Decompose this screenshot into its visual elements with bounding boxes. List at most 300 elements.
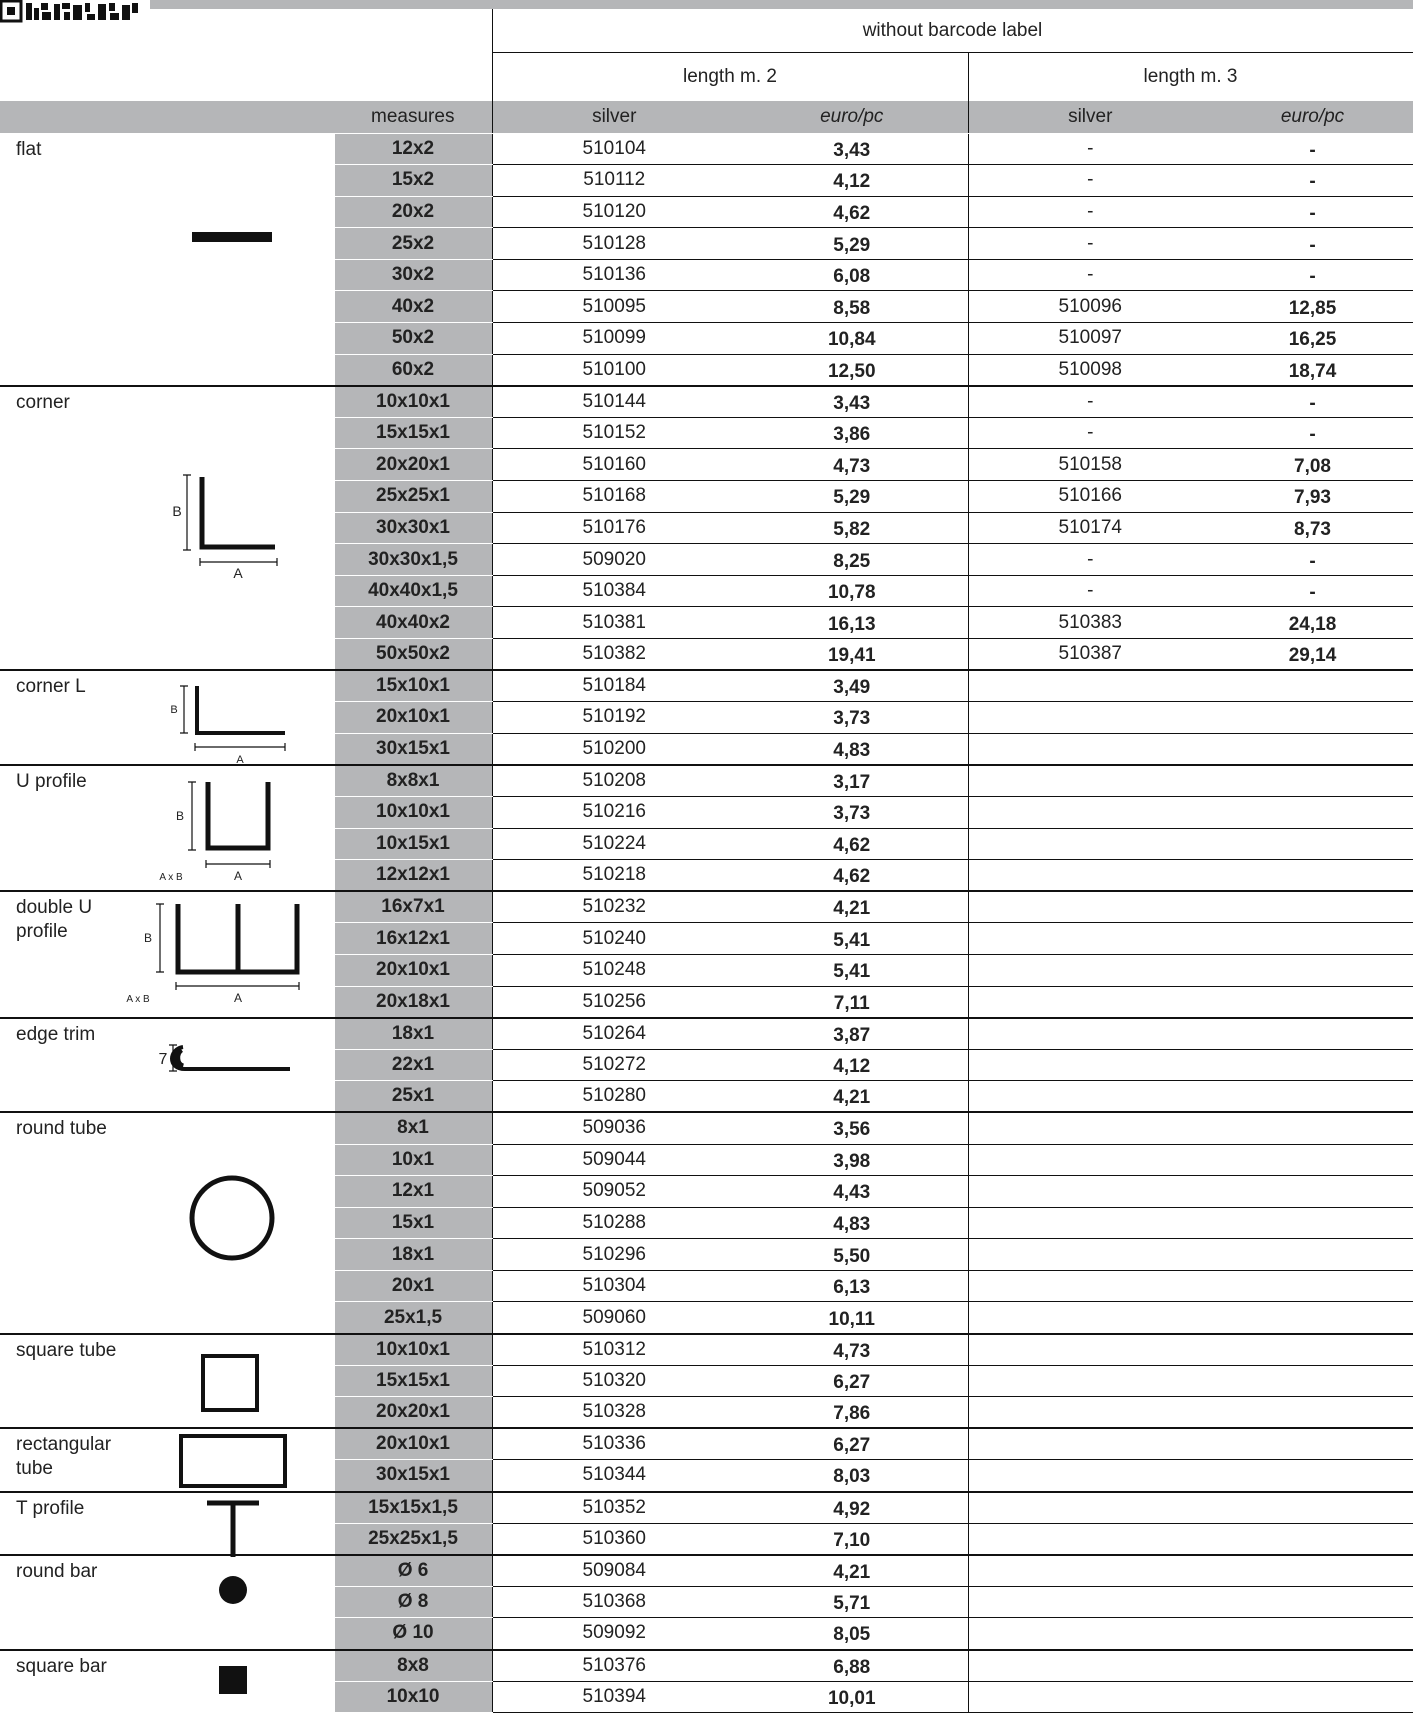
article-code-3m: 510174 (968, 512, 1212, 544)
price-3m (1212, 1049, 1413, 1081)
article-code-2m: 510160 (492, 449, 736, 481)
price-3m (1212, 1397, 1413, 1429)
price-3m (1212, 765, 1413, 797)
article-code-3m (968, 1081, 1212, 1113)
svg-text:A: A (236, 754, 244, 767)
article-code-3m (968, 1555, 1212, 1587)
price-3m: - (1212, 417, 1413, 449)
price-2m: 5,29 (736, 481, 968, 513)
double-u-profile-icon (118, 892, 308, 1008)
product-group-cell (0, 1428, 334, 1491)
article-code-2m: 510394 (492, 1681, 736, 1713)
column-header-row (0, 101, 1413, 133)
article-code-2m: 510104 (492, 133, 736, 165)
rectangular-tube-icon (178, 1433, 290, 1497)
measure-cell: 15x10x1 (334, 670, 492, 702)
measure-cell: 20x2 (334, 196, 492, 228)
product-group-cell (0, 1492, 334, 1555)
table-row (0, 1018, 1413, 1050)
price-2m: 5,82 (736, 512, 968, 544)
measure-cell: 60x2 (334, 354, 492, 386)
table-row (0, 133, 1413, 165)
price-2m: 10,11 (736, 1302, 968, 1334)
article-code-3m (968, 860, 1212, 892)
price-3m: - (1212, 228, 1413, 260)
article-code-3m: 510158 (968, 449, 1212, 481)
article-code-3m (968, 702, 1212, 734)
article-code-2m: 510312 (492, 1334, 736, 1366)
price-3m: 7,93 (1212, 481, 1413, 513)
article-code-2m: 510352 (492, 1492, 736, 1524)
price-3m (1212, 1650, 1413, 1682)
article-code-2m: 510100 (492, 354, 736, 386)
price-3m (1212, 1018, 1413, 1050)
article-code-3m (968, 891, 1212, 923)
article-code-2m: 510381 (492, 607, 736, 639)
col-silver-2: silver (492, 101, 736, 133)
article-code-2m: 510384 (492, 575, 736, 607)
round-bar-icon (217, 1574, 249, 1612)
price-3m (1212, 1239, 1413, 1271)
price-2m: 16,13 (736, 607, 968, 639)
measure-cell: 40x40x2 (334, 607, 492, 639)
article-code-3m (968, 1492, 1212, 1524)
price-3m (1212, 954, 1413, 986)
article-code-3m (968, 1397, 1212, 1429)
price-3m: 16,25 (1212, 323, 1413, 355)
article-code-2m: 510248 (492, 954, 736, 986)
article-code-2m: 510376 (492, 1650, 736, 1682)
price-2m: 3,98 (736, 1144, 968, 1176)
product-group-name: rectangular tube (16, 1434, 112, 1480)
article-code-3m: 510096 (968, 291, 1212, 323)
measure-cell: 15x1 (334, 1207, 492, 1239)
price-2m: 10,84 (736, 323, 968, 355)
article-code-3m (968, 670, 1212, 702)
article-code-3m: 510097 (968, 323, 1212, 355)
article-code-2m: 509036 (492, 1112, 736, 1144)
product-group-cell (0, 1555, 334, 1650)
price-2m: 7,11 (736, 986, 968, 1018)
article-code-3m (968, 1618, 1212, 1650)
table-row (0, 765, 1413, 797)
article-code-2m: 510144 (492, 386, 736, 418)
svg-text:A: A (233, 868, 243, 883)
price-2m: 5,50 (736, 1239, 968, 1271)
article-code-3m (968, 1365, 1212, 1397)
measure-cell: Ø 10 (334, 1618, 492, 1650)
measure-cell: 12x2 (334, 133, 492, 165)
price-2m: 4,21 (736, 1555, 968, 1587)
price-2m: 4,73 (736, 449, 968, 481)
product-group-name: corner (16, 391, 70, 413)
measure-cell: 50x2 (334, 323, 492, 355)
measure-cell: 40x40x1,5 (334, 575, 492, 607)
price-3m (1212, 1586, 1413, 1618)
price-3m (1212, 1618, 1413, 1650)
article-code-2m: 510095 (492, 291, 736, 323)
price-3m (1212, 891, 1413, 923)
price-3m: - (1212, 544, 1413, 576)
article-code-2m: 510168 (492, 481, 736, 513)
svg-text:B: B (175, 808, 185, 823)
price-2m: 3,17 (736, 765, 968, 797)
article-code-3m: - (968, 133, 1212, 165)
price-3m (1212, 1302, 1413, 1334)
price-3m (1212, 796, 1413, 828)
article-code-2m: 510240 (492, 923, 736, 955)
measure-cell: 10x10x1 (334, 1334, 492, 1366)
article-code-2m: 510152 (492, 417, 736, 449)
article-code-3m: - (968, 165, 1212, 197)
u-profile-icon (150, 776, 295, 892)
price-2m: 4,83 (736, 733, 968, 765)
price-3m (1212, 986, 1413, 1018)
col-measures: measures (334, 101, 492, 133)
article-code-3m (968, 1428, 1212, 1460)
product-group-name: round tube (16, 1118, 107, 1140)
article-code-2m: 510128 (492, 228, 736, 260)
price-2m: 10,78 (736, 575, 968, 607)
price-3m (1212, 733, 1413, 765)
price-2m: 3,86 (736, 417, 968, 449)
price-2m: 4,21 (736, 891, 968, 923)
measure-cell: 12x1 (334, 1176, 492, 1208)
article-code-3m (968, 1523, 1212, 1555)
product-group-cell (0, 891, 334, 1017)
article-code-2m: 510136 (492, 259, 736, 291)
price-3m (1212, 1112, 1413, 1144)
price-2m: 3,43 (736, 386, 968, 418)
article-code-3m: - (968, 228, 1212, 260)
measure-cell: 20x18x1 (334, 986, 492, 1018)
product-group-name: square bar (16, 1655, 107, 1677)
price-3m (1212, 923, 1413, 955)
product-group-name: T profile (16, 1497, 85, 1519)
article-code-3m (968, 1681, 1212, 1713)
measure-cell: 15x2 (334, 165, 492, 197)
article-code-2m: 509084 (492, 1555, 736, 1587)
svg-text:7: 7 (158, 1050, 168, 1068)
table-row (0, 1428, 1413, 1460)
price-2m: 19,41 (736, 639, 968, 671)
article-code-2m: 510200 (492, 733, 736, 765)
price-3m (1212, 1144, 1413, 1176)
price-2m: 3,73 (736, 702, 968, 734)
article-code-2m: 510218 (492, 860, 736, 892)
product-group-name: round bar (16, 1560, 98, 1582)
article-code-3m: 510166 (968, 481, 1212, 513)
article-code-3m: - (968, 386, 1212, 418)
article-code-2m: 510280 (492, 1081, 736, 1113)
product-group-name: double U profile (16, 897, 93, 943)
article-code-2m: 509020 (492, 544, 736, 576)
measure-cell: 8x8 (334, 1650, 492, 1682)
price-2m: 8,05 (736, 1618, 968, 1650)
svg-text:B: B (170, 704, 178, 717)
article-code-2m: 509060 (492, 1302, 736, 1334)
article-code-3m: - (968, 544, 1212, 576)
article-code-3m (968, 733, 1212, 765)
table-row (0, 670, 1413, 702)
price-3m: - (1212, 575, 1413, 607)
measure-cell: 15x15x1,5 (334, 1492, 492, 1524)
measure-cell: 20x10x1 (334, 954, 492, 986)
price-2m: 4,12 (736, 165, 968, 197)
article-code-2m: 510304 (492, 1270, 736, 1302)
measure-cell: 20x10x1 (334, 702, 492, 734)
measure-cell: 50x50x2 (334, 639, 492, 671)
round-tube-icon (187, 1173, 277, 1269)
product-group-cell (0, 670, 334, 765)
article-code-3m: - (968, 259, 1212, 291)
header-hline (492, 52, 1413, 53)
price-3m: - (1212, 386, 1413, 418)
price-2m: 5,41 (736, 954, 968, 986)
qr-code-icon (0, 0, 140, 22)
price-3m (1212, 1523, 1413, 1555)
article-code-3m (968, 1586, 1212, 1618)
measure-cell: 18x1 (334, 1018, 492, 1050)
measure-cell: 10x10 (334, 1681, 492, 1713)
svg-text:A: A (233, 564, 243, 581)
product-group-cell (0, 1650, 334, 1713)
article-code-2m: 510360 (492, 1523, 736, 1555)
price-2m: 3,87 (736, 1018, 968, 1050)
svg-text:A: A (233, 991, 243, 1006)
price-2m: 5,71 (736, 1586, 968, 1618)
measure-cell: 10x1 (334, 1144, 492, 1176)
logo-strip (0, 0, 140, 22)
article-code-3m (968, 1650, 1212, 1682)
price-2m: 4,12 (736, 1049, 968, 1081)
article-code-3m (968, 1460, 1212, 1492)
price-3m: 12,85 (1212, 291, 1413, 323)
measure-cell: 25x25x1 (334, 481, 492, 513)
header-length-3: length m. 3 (1143, 66, 1238, 87)
price-2m: 8,25 (736, 544, 968, 576)
article-code-2m: 510099 (492, 323, 736, 355)
price-2m: 7,10 (736, 1523, 968, 1555)
product-group-name: corner L (16, 676, 86, 698)
article-code-3m (968, 1049, 1212, 1081)
article-code-2m: 510272 (492, 1049, 736, 1081)
product-group-name: flat (16, 138, 42, 160)
measure-cell: 16x12x1 (334, 923, 492, 955)
flat-bar-icon (192, 229, 272, 251)
price-3m: 8,73 (1212, 512, 1413, 544)
price-2m: 8,03 (736, 1460, 968, 1492)
article-code-3m (968, 1334, 1212, 1366)
price-3m (1212, 1207, 1413, 1239)
product-group-name: square tube (16, 1339, 117, 1361)
article-code-3m (968, 1018, 1212, 1050)
article-code-2m: 510184 (492, 670, 736, 702)
price-2m: 3,73 (736, 796, 968, 828)
price-2m: 4,21 (736, 1081, 968, 1113)
article-code-2m: 510288 (492, 1207, 736, 1239)
article-code-3m: - (968, 417, 1212, 449)
price-2m: 6,88 (736, 1650, 968, 1682)
article-code-3m (968, 1112, 1212, 1144)
article-code-3m (968, 923, 1212, 955)
price-3m: - (1212, 196, 1413, 228)
article-code-3m (968, 986, 1212, 1018)
product-group-name: U profile (16, 770, 87, 792)
product-group-cell (0, 765, 334, 891)
article-code-3m: 510387 (968, 639, 1212, 671)
article-code-2m: 510112 (492, 165, 736, 197)
article-code-3m (968, 1144, 1212, 1176)
article-code-2m: 510264 (492, 1018, 736, 1050)
price-2m: 4,92 (736, 1492, 968, 1524)
article-code-3m: 510383 (968, 607, 1212, 639)
price-2m: 5,29 (736, 228, 968, 260)
article-code-2m: 510296 (492, 1239, 736, 1271)
article-code-2m: 509052 (492, 1176, 736, 1208)
measure-cell: 10x10x1 (334, 386, 492, 418)
price-3m (1212, 702, 1413, 734)
article-code-3m (968, 1176, 1212, 1208)
measure-cell: 16x7x1 (334, 891, 492, 923)
product-group-cell (0, 1334, 334, 1429)
price-3m (1212, 1681, 1413, 1713)
price-2m: 6,27 (736, 1428, 968, 1460)
table-row (0, 1555, 1413, 1587)
article-code-3m: - (968, 196, 1212, 228)
article-code-2m: 509092 (492, 1618, 736, 1650)
price-2m: 12,50 (736, 354, 968, 386)
measure-cell: 30x15x1 (334, 1460, 492, 1492)
header-length-2: length m. 2 (683, 66, 777, 87)
price-2m: 4,62 (736, 860, 968, 892)
price-3m: - (1212, 165, 1413, 197)
article-code-2m: 510320 (492, 1365, 736, 1397)
table-row (0, 1112, 1413, 1144)
price-3m: 29,14 (1212, 639, 1413, 671)
price-3m (1212, 670, 1413, 702)
col-euro-2: euro/pc (736, 101, 968, 133)
article-code-2m: 510232 (492, 891, 736, 923)
measure-cell: 22x1 (334, 1049, 492, 1081)
square-bar-icon (218, 1665, 248, 1701)
article-code-2m: 510224 (492, 828, 736, 860)
edge-trim-icon (155, 1039, 295, 1085)
measure-cell: 20x10x1 (334, 1428, 492, 1460)
measure-cell: 8x8x1 (334, 765, 492, 797)
article-code-2m: 510344 (492, 1460, 736, 1492)
price-2m: 10,01 (736, 1681, 968, 1713)
article-code-2m: 510208 (492, 765, 736, 797)
article-code-3m (968, 954, 1212, 986)
article-code-3m (968, 765, 1212, 797)
table-row (0, 1492, 1413, 1524)
article-code-3m (968, 796, 1212, 828)
article-code-2m: 509044 (492, 1144, 736, 1176)
price-2m: 4,73 (736, 1334, 968, 1366)
price-table (0, 101, 1413, 1713)
measure-cell: 30x30x1,5 (334, 544, 492, 576)
measure-cell: Ø 6 (334, 1555, 492, 1587)
price-3m (1212, 1555, 1413, 1587)
price-3m (1212, 828, 1413, 860)
measure-cell: 10x15x1 (334, 828, 492, 860)
price-2m: 4,43 (736, 1176, 968, 1208)
price-2m: 4,62 (736, 196, 968, 228)
article-code-2m: 510192 (492, 702, 736, 734)
col-euro-3: euro/pc (1212, 101, 1413, 133)
price-2m: 4,83 (736, 1207, 968, 1239)
top-bar (150, 0, 1413, 9)
col-silver-3: silver (968, 101, 1212, 133)
price-3m (1212, 1460, 1413, 1492)
measure-cell: 20x20x1 (334, 449, 492, 481)
price-3m (1212, 1270, 1413, 1302)
price-3m (1212, 1081, 1413, 1113)
product-group-name: edge trim (16, 1023, 96, 1045)
measure-cell: 15x15x1 (334, 1365, 492, 1397)
price-2m: 3,56 (736, 1112, 968, 1144)
price-2m: 5,41 (736, 923, 968, 955)
article-code-3m (968, 828, 1212, 860)
svg-text:B: B (172, 502, 182, 519)
measure-cell: 30x2 (334, 259, 492, 291)
article-code-3m (968, 1207, 1212, 1239)
article-code-2m: 510368 (492, 1586, 736, 1618)
table-row (0, 891, 1413, 923)
article-code-3m (968, 1239, 1212, 1271)
price-3m: 18,74 (1212, 354, 1413, 386)
price-3m (1212, 1492, 1413, 1524)
measure-cell: Ø 8 (334, 1586, 492, 1618)
price-3m: - (1212, 259, 1413, 291)
svg-text:B: B (143, 931, 153, 946)
measure-cell: 30x30x1 (334, 512, 492, 544)
svg-text:A x B: A x B (159, 871, 183, 883)
corner-profile-icon (172, 472, 290, 598)
product-group-cell (0, 386, 334, 670)
article-code-2m: 510336 (492, 1428, 736, 1460)
product-group-cell (0, 133, 334, 386)
price-3m (1212, 1176, 1413, 1208)
table-row (0, 1650, 1413, 1682)
table-row (0, 386, 1413, 418)
measure-cell: 30x15x1 (334, 733, 492, 765)
product-group-cell (0, 1112, 334, 1333)
price-2m: 3,43 (736, 133, 968, 165)
table-row (0, 1334, 1413, 1366)
price-3m (1212, 1428, 1413, 1460)
article-code-3m: - (968, 575, 1212, 607)
price-3m (1212, 860, 1413, 892)
svg-text:A x B: A x B (126, 994, 150, 1006)
price-2m: 7,86 (736, 1397, 968, 1429)
article-code-2m: 510256 (492, 986, 736, 1018)
price-2m: 8,58 (736, 291, 968, 323)
measure-cell: 25x25x1,5 (334, 1523, 492, 1555)
price-2m: 3,49 (736, 670, 968, 702)
price-3m: 7,08 (1212, 449, 1413, 481)
price-3m: 24,18 (1212, 607, 1413, 639)
measure-cell: 15x15x1 (334, 417, 492, 449)
header-without-barcode: without barcode label (862, 20, 1043, 41)
price-2m: 6,08 (736, 259, 968, 291)
price-3m: - (1212, 133, 1413, 165)
measure-cell: 12x12x1 (334, 860, 492, 892)
measure-cell: 40x2 (334, 291, 492, 323)
measure-cell: 20x20x1 (334, 1397, 492, 1429)
measure-cell: 8x1 (334, 1112, 492, 1144)
